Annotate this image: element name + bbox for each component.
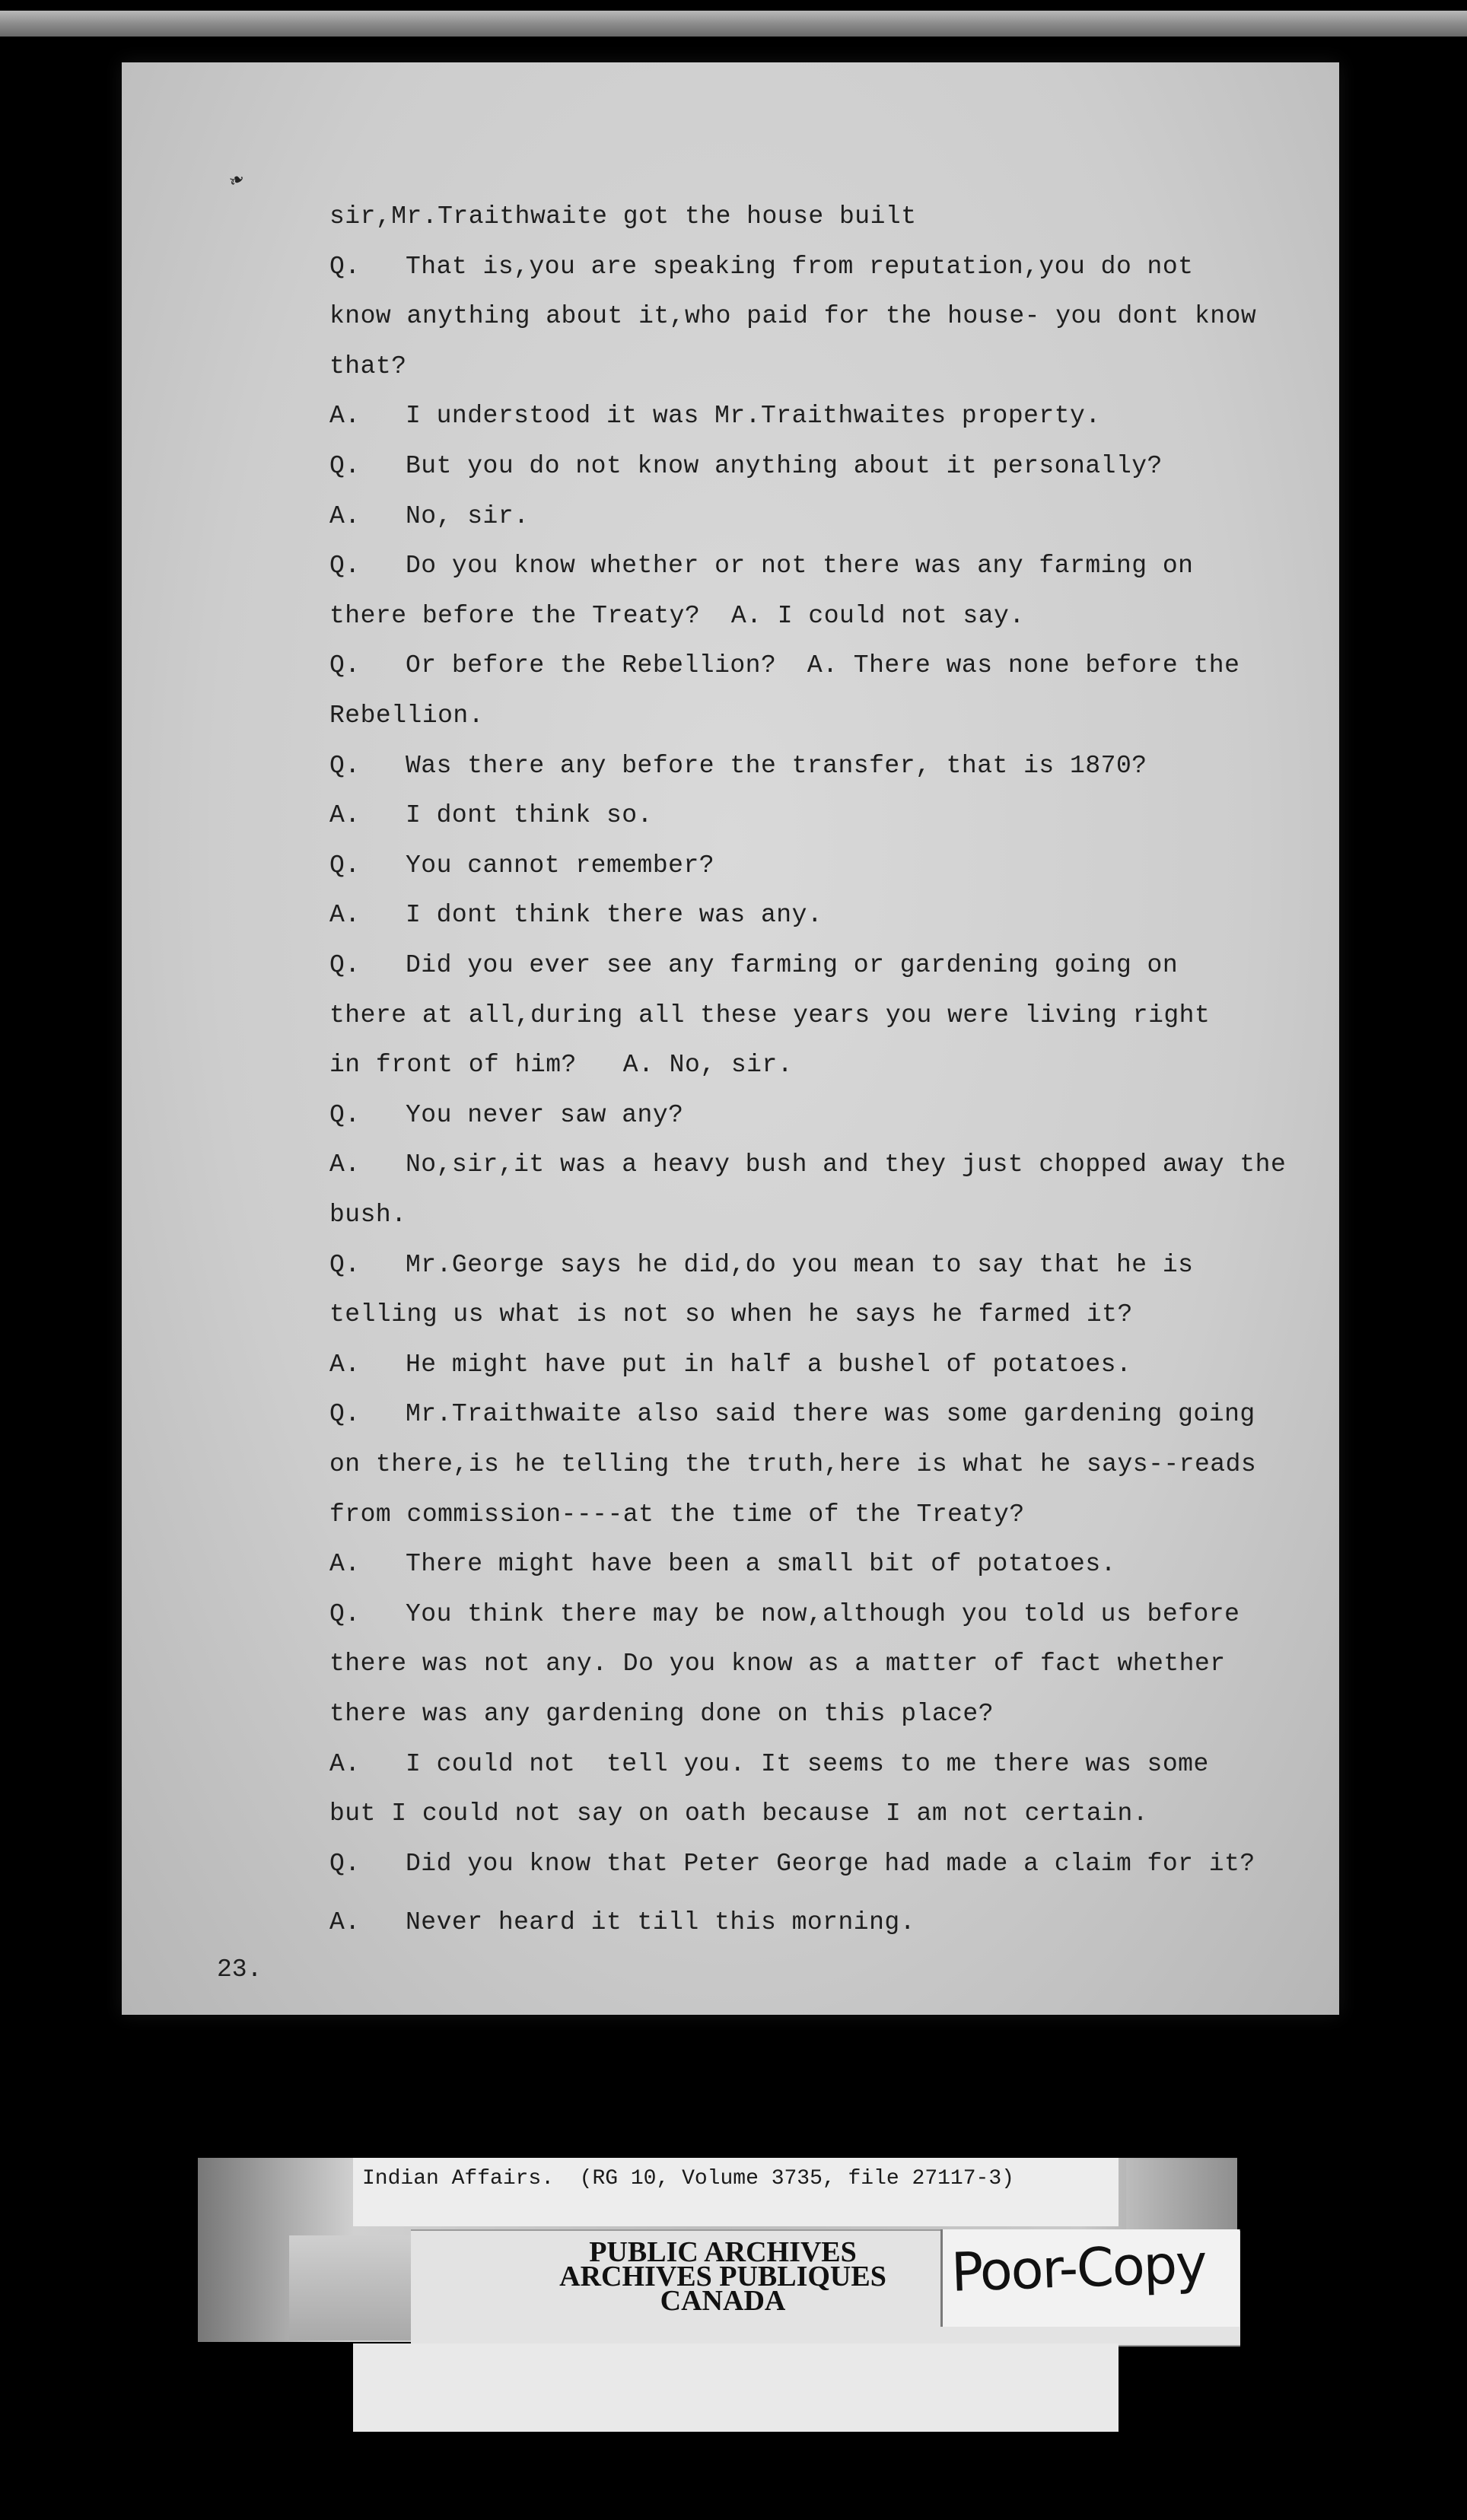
line-text: You cannot remember? [406, 851, 715, 880]
film-top-edge [0, 11, 1467, 37]
line-text: in front of him? A. No, sir. [329, 1051, 794, 1080]
speaker-label: A. [329, 1350, 361, 1379]
transcript-line [329, 1250, 1193, 1281]
transcript-line [329, 950, 1178, 981]
transcript-line [329, 1350, 1131, 1380]
speaker-label: Q. [329, 252, 361, 281]
line-text: I understood it was Mr.Traithwaites property. [406, 402, 1101, 431]
line-text: but I could not say on oath because I am not certain. [329, 1799, 1149, 1828]
transcript-line [329, 352, 407, 382]
line-text: You think there may be now,although you told us before [406, 1599, 1240, 1628]
transcript-line [329, 1100, 683, 1131]
transcript-line [329, 1699, 994, 1729]
archives-stamp [533, 2236, 913, 2317]
transcript-line [329, 1300, 1133, 1330]
line-text: You never saw any? [406, 1100, 684, 1129]
transcript-line [329, 651, 1239, 681]
line-text: He might have put in half a bushel of potatoes. [406, 1350, 1132, 1379]
line-text: Mr.George says he did,do you mean to say that he is [406, 1250, 1194, 1279]
poor-copy-note: Poor-Copy [950, 2232, 1207, 2304]
transcript-line [329, 252, 1193, 282]
tape-left [289, 2235, 418, 2340]
speaker-label: Q. [329, 1250, 361, 1279]
speaker-label: A. [329, 1749, 361, 1778]
speaker-label: A. [329, 1550, 361, 1579]
speaker-label: Q. [329, 1400, 361, 1429]
transcript-line [329, 1150, 1286, 1180]
line-text: There might have been a small bit of potatoes. [406, 1550, 1116, 1579]
label-tab [1126, 2159, 1237, 2229]
transcript-line [329, 601, 1025, 632]
transcript-line [329, 202, 917, 232]
line-text: there at all,during all these years you were living right [329, 1001, 1211, 1029]
speaker-label: Q. [329, 452, 361, 480]
transcript-line [329, 401, 1101, 431]
line-text: Mr.Traithwaite also said there was some gardening going [406, 1400, 1255, 1429]
speaker-label: Q. [329, 1100, 361, 1129]
speaker-label: A. [329, 1908, 361, 1937]
transcript-line [329, 451, 1163, 482]
stamp-line: CANADA [660, 2285, 786, 2317]
transcript-line [329, 701, 484, 731]
speaker-label: Q. [329, 1599, 361, 1628]
line-text: Do you know whether or not there was any farming on [406, 552, 1194, 581]
line-text: there was not any. Do you know as a matter of fact whether [329, 1650, 1226, 1678]
line-text: telling us what is not so when he says he farmed it? [329, 1300, 1133, 1329]
transcript-line [329, 1001, 1210, 1031]
line-text: Or before the Rebellion? A. There was none before the [406, 651, 1240, 680]
line-text: No,sir,it was a heavy bush and they just chopped away the [406, 1150, 1287, 1179]
transcript-line [329, 551, 1193, 581]
line-text: Was there any before the transfer, that is 1870? [406, 751, 1147, 780]
transcript-line [329, 1200, 407, 1230]
stamp-line: PUBLIC ARCHIVES [589, 2236, 857, 2268]
line-text: bush. [329, 1201, 407, 1229]
speaker-label: Q. [329, 552, 361, 581]
speaker-label: Q. [329, 1849, 361, 1878]
line-text: Rebellion. [329, 702, 485, 730]
speaker-label: A. [329, 801, 361, 830]
speaker-label: A. [329, 402, 361, 431]
speaker-label: A. [329, 1150, 361, 1179]
transcript-line [329, 1449, 1256, 1480]
stamp-line: ARCHIVES PUBLIQUES [559, 2261, 886, 2292]
line-text: there was any gardening done on this place? [329, 1700, 994, 1728]
transcript-line [329, 1549, 1116, 1580]
line-text: on there,is he telling the truth,here is what he says--reads [329, 1450, 1257, 1478]
transcript-line [329, 1799, 1148, 1829]
transcript-line [329, 1599, 1239, 1630]
speaker-label: A. [329, 901, 361, 930]
transcript-line [329, 301, 1256, 332]
transcript-line [329, 1908, 915, 1938]
line-text: I dont think there was any. [406, 901, 823, 930]
line-text: sir,Mr.Traithwaite got the house built [329, 202, 917, 231]
line-text: Did you know that Peter George had made a claim for it? [406, 1849, 1255, 1878]
transcript-line [329, 1849, 1255, 1879]
transcript-line [329, 1649, 1226, 1679]
line-text: from commission----at the time of the Treaty? [329, 1500, 1025, 1529]
line-text: That is,you are speaking from reputation,you do not [406, 252, 1194, 281]
transcript-line [329, 1500, 1025, 1530]
transcript-line [329, 851, 714, 881]
archive-reference: Indian Affairs. (RG 10, Volume 3735, file 27117-3) [362, 2167, 1014, 2191]
speaker-label: Q. [329, 951, 361, 979]
transcript-line [329, 800, 653, 831]
transcript-line [329, 751, 1147, 781]
lower-label-box [353, 2343, 1119, 2432]
transcript-line [329, 1749, 1209, 1780]
speaker-label: A. [329, 501, 361, 530]
line-text: Did you ever see any farming or gardening going on [406, 951, 1179, 979]
line-text: I could not tell you. It seems to me there was some [406, 1749, 1209, 1778]
speaker-label: Q. [329, 651, 361, 680]
transcript-line [329, 1399, 1255, 1430]
speaker-label: Q. [329, 851, 361, 880]
line-text: there before the Treaty? A. I could not say. [329, 601, 1025, 630]
line-text: Never heard it till this morning. [406, 1908, 916, 1937]
transcript-line [329, 501, 529, 532]
speaker-label: Q. [329, 751, 361, 780]
line-text: But you do not know anything about it personally? [406, 452, 1163, 480]
line-text: No, sir. [406, 501, 530, 530]
page-number: 23. [217, 1955, 263, 1984]
line-text: that? [329, 352, 407, 380]
transcript-line [329, 1050, 793, 1080]
line-text: I dont think so. [406, 801, 653, 830]
line-text: know anything about it,who paid for the house- you dont know [329, 302, 1257, 331]
transcript-line [329, 900, 823, 931]
corner-mark: ❧ [225, 166, 250, 196]
